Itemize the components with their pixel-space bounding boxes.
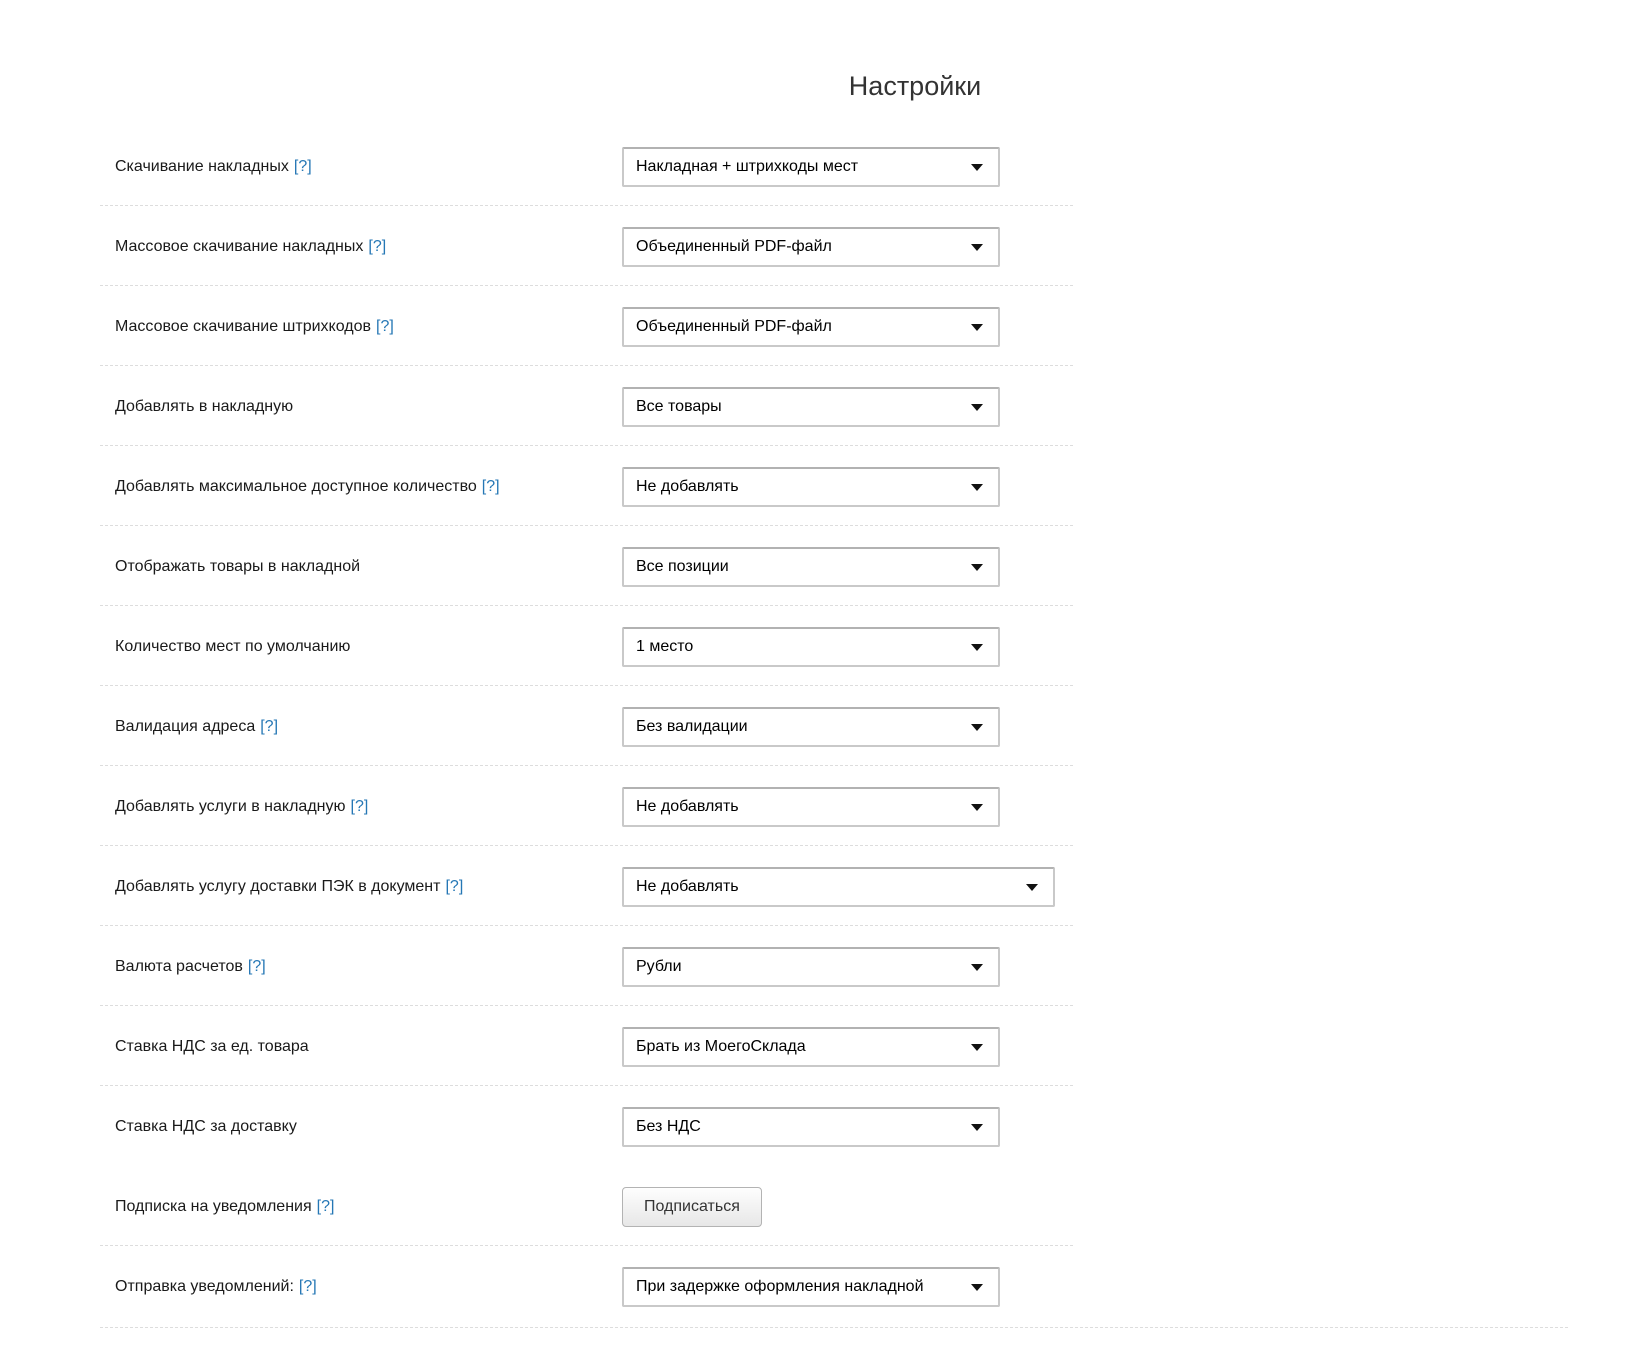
setting-label bbox=[115, 878, 463, 896]
setting-label-text: Скачивание накладных bbox=[115, 158, 289, 175]
help-link[interactable]: [?] bbox=[350, 798, 369, 815]
setting-label bbox=[115, 1278, 317, 1296]
setting-control bbox=[622, 1107, 1000, 1147]
chevron-down-icon bbox=[971, 1124, 983, 1131]
setting-label bbox=[115, 1038, 309, 1056]
settings-row bbox=[100, 287, 1590, 367]
select-value: При задержке оформления накладной bbox=[636, 1278, 924, 1295]
help-link[interactable]: [?] bbox=[293, 158, 312, 175]
setting-select[interactable] bbox=[622, 1267, 1000, 1307]
select-value: Все товары bbox=[636, 398, 722, 415]
help-link[interactable]: [?] bbox=[376, 318, 394, 335]
setting-label bbox=[115, 238, 386, 256]
select-value: Брать из МоегоСклада bbox=[636, 1038, 806, 1055]
setting-control bbox=[622, 1267, 1000, 1307]
page-title: Настройки bbox=[848, 71, 982, 102]
setting-label-text: Валюта расчетов bbox=[115, 958, 243, 975]
chevron-down-icon bbox=[971, 804, 983, 811]
setting-label bbox=[115, 478, 500, 496]
select-value: 1 место bbox=[636, 638, 694, 655]
setting-control bbox=[622, 1027, 1000, 1067]
setting-select[interactable] bbox=[622, 947, 1000, 987]
setting-label-text: Добавлять услугу доставки ПЭК в документ bbox=[115, 878, 441, 895]
chevron-down-icon bbox=[971, 644, 983, 651]
setting-control bbox=[622, 387, 1000, 427]
setting-label-text: Добавлять в накладную bbox=[115, 398, 294, 415]
settings-row bbox=[100, 367, 1590, 447]
help-link[interactable]: [?] bbox=[298, 1278, 317, 1295]
setting-control bbox=[622, 547, 1000, 587]
setting-label-text: Отправка уведомлений: bbox=[115, 1278, 294, 1295]
select-value: Все позиции bbox=[636, 558, 729, 575]
subscribe-button[interactable]: Подписаться bbox=[622, 1187, 762, 1227]
settings-row bbox=[100, 1247, 1590, 1327]
chevron-down-icon bbox=[971, 1044, 983, 1051]
settings-row bbox=[100, 607, 1590, 687]
setting-label-text: Ставка НДС за ед. товара bbox=[115, 1038, 309, 1055]
chevron-down-icon bbox=[971, 724, 983, 731]
setting-label bbox=[115, 558, 360, 576]
setting-control bbox=[622, 1187, 762, 1227]
setting-label bbox=[115, 958, 266, 976]
setting-label-text: Количество мест по умолчанию bbox=[115, 638, 351, 655]
setting-control bbox=[622, 867, 1055, 907]
help-link[interactable]: [?] bbox=[368, 238, 387, 255]
setting-label bbox=[115, 718, 278, 736]
bottom-divider bbox=[100, 1327, 1568, 1328]
setting-select[interactable] bbox=[622, 627, 1000, 667]
setting-select[interactable] bbox=[622, 307, 1000, 347]
help-link[interactable]: [?] bbox=[316, 1198, 335, 1215]
setting-control bbox=[622, 787, 1000, 827]
settings-row bbox=[100, 1007, 1590, 1087]
chevron-down-icon bbox=[971, 404, 983, 411]
chevron-down-icon bbox=[971, 564, 983, 571]
help-link[interactable]: [?] bbox=[445, 878, 464, 895]
setting-select[interactable] bbox=[622, 707, 1000, 747]
settings-row bbox=[100, 207, 1590, 287]
chevron-down-icon bbox=[1026, 884, 1038, 891]
setting-select[interactable] bbox=[622, 147, 1000, 187]
select-value: Не добавлять bbox=[636, 798, 739, 815]
setting-label bbox=[115, 398, 293, 416]
select-value: Объединенный PDF-файл bbox=[636, 318, 832, 335]
setting-select[interactable] bbox=[622, 1027, 1000, 1067]
setting-select[interactable] bbox=[622, 227, 1000, 267]
setting-control bbox=[622, 147, 1000, 187]
setting-label-text: Массовое скачивание штрихкодов bbox=[115, 318, 372, 335]
chevron-down-icon bbox=[971, 164, 983, 171]
settings-row bbox=[100, 767, 1590, 847]
settings-row bbox=[100, 127, 1590, 207]
select-value: Не добавлять bbox=[636, 478, 739, 495]
chevron-down-icon bbox=[971, 484, 983, 491]
setting-select[interactable] bbox=[622, 387, 1000, 427]
settings-row bbox=[100, 1167, 1590, 1247]
setting-label-text: Ставка НДС за доставку bbox=[115, 1118, 297, 1135]
select-value: Объединенный PDF-файл bbox=[636, 238, 832, 255]
setting-label-text: Валидация адреса bbox=[115, 718, 256, 735]
settings-form bbox=[100, 127, 1590, 1327]
help-link[interactable]: [?] bbox=[260, 718, 279, 735]
setting-label bbox=[115, 158, 312, 176]
setting-control bbox=[622, 227, 1000, 267]
setting-label-text: Добавлять максимальное доступное количество bbox=[115, 478, 477, 495]
chevron-down-icon bbox=[971, 1284, 983, 1291]
setting-select[interactable] bbox=[622, 867, 1055, 907]
setting-label bbox=[115, 1198, 334, 1216]
setting-label-text: Отображать товары в накладной bbox=[115, 558, 361, 575]
settings-row bbox=[100, 847, 1590, 927]
setting-label bbox=[115, 1118, 297, 1136]
settings-row bbox=[100, 1087, 1590, 1167]
help-link[interactable]: [?] bbox=[247, 958, 266, 975]
setting-select[interactable] bbox=[622, 787, 1000, 827]
setting-label bbox=[115, 638, 350, 656]
setting-select[interactable] bbox=[622, 467, 1000, 507]
setting-control bbox=[622, 947, 1000, 987]
setting-label-text: Массовое скачивание накладных bbox=[115, 238, 364, 255]
chevron-down-icon bbox=[971, 964, 983, 971]
setting-select[interactable] bbox=[622, 1107, 1000, 1147]
select-value: Без валидации bbox=[636, 718, 748, 735]
settings-row bbox=[100, 687, 1590, 767]
setting-control bbox=[622, 307, 1000, 347]
select-value: Без НДС bbox=[636, 1118, 701, 1135]
select-value: Не добавлять bbox=[636, 878, 739, 895]
help-link[interactable]: [?] bbox=[481, 478, 500, 495]
chevron-down-icon bbox=[971, 324, 983, 331]
settings-row bbox=[100, 447, 1590, 527]
setting-control bbox=[622, 467, 1000, 507]
setting-label bbox=[115, 318, 394, 336]
setting-label-text: Подписка на уведомления bbox=[115, 1198, 312, 1215]
settings-row bbox=[100, 527, 1590, 607]
select-value: Рубли bbox=[636, 958, 682, 975]
setting-label bbox=[115, 798, 368, 816]
chevron-down-icon bbox=[971, 244, 983, 251]
select-value: Накладная + штрихкоды мест bbox=[636, 158, 859, 175]
setting-control bbox=[622, 707, 1000, 747]
setting-label-text: Добавлять услуги в накладную bbox=[115, 798, 346, 815]
setting-control bbox=[622, 627, 1000, 667]
settings-row bbox=[100, 927, 1590, 1007]
setting-select[interactable] bbox=[622, 547, 1000, 587]
